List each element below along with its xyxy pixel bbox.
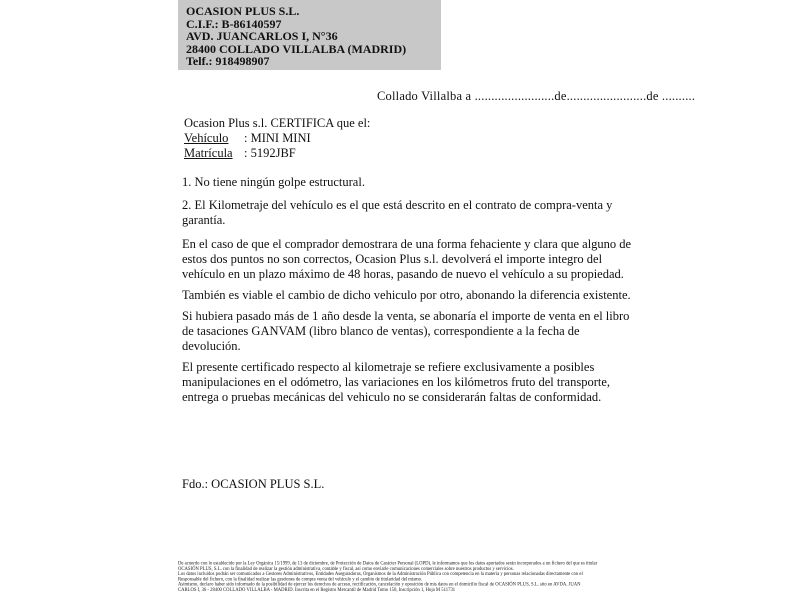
plate-value: : 5192JBF — [244, 146, 296, 160]
point-2: 2. El Kilometraje del vehículo es el que está descrito en el contrato de compra-venta y garantía. — [182, 198, 613, 227]
company-name: OCASION PLUS S.L. — [186, 4, 300, 18]
company-cif: C.I.F.: B-86140597 — [186, 16, 282, 31]
company-phone: Telf.: 918498907 — [186, 54, 270, 69]
legal-line: Responsable del fichero, con la finalidad realizar las gestiones de compra venta del vehículo y el cambio de titularidad del mismo. — [178, 576, 423, 582]
legal-line: CARLOS I, 36 - 28400 COLLADO VILLALBA - MADRID. Inscrita en el Registro Mercantil de Madrid Tomo 150, Inscripción 1, Hoja M 511731 — [178, 587, 456, 593]
paragraph-refund: En el caso de que el comprador demostrara de una forma fehaciente y clara que alguno de estos dos puntos no son correctos, Ocasion Plus s.l. devolverá el importe integro del vehículo en un plazo máximo de 48 horas, pasando de nuevo el vehículo a su propiedad. — [182, 237, 632, 281]
certificate-block — [184, 116, 370, 161]
certificate-intro: Ocasion Plus s.l. CERTIFICA que el: — [184, 116, 371, 130]
legal-line: Los datos incluidos podrán ser comunicados a Gestores Administrativos, Entidades Aseguradoras, Organismos de la Administración Pública con competencia en la materia y personas relacionadas directamente con el — [178, 571, 583, 577]
body-paragraphs — [182, 237, 637, 411]
company-address: AVD. JUANCARLOS I, N°36 — [186, 29, 338, 44]
points-list — [182, 175, 652, 236]
legal-footer — [178, 561, 633, 593]
vehicle-label: Vehículo — [184, 131, 229, 145]
signature-line: Fdo.: OCASION PLUS S.L. — [182, 477, 325, 491]
point-1: 1. No tiene ningún golpe estructural. — [182, 175, 365, 189]
paragraph-exchange: También es viable el cambio de dicho vehiculo por otro, abonando la diferencia existente. — [182, 288, 631, 302]
legal-line: Asimismo, declaro haber sido informado de la posibilidad de ejercer los derechos de acceso, rectificación, cancelación y oposición de mis datos en el domicilio fiscal de OCASIÓN PLUS, S.L. sito en AVDA. JUAN — [178, 582, 581, 587]
company-city: 28400 COLLADO VILLALBA (MADRID) — [186, 41, 407, 56]
company-header-block — [178, 0, 441, 70]
paragraph-ganvam: Si hubiera pasado más de 1 año desde la venta, se abonaría el importe de venta en el libro de tasaciones GANVAM (libro blanco de ventas), correspondiente a la fecha de devolución. — [182, 309, 630, 353]
legal-line: OCASIÓN PLUS, S.L. con la finalidad de realizar la gestión administrativa, contable y fiscal, así como enviarle comunicaciones comerciales sobre nuestros productos y servicios. — [178, 566, 514, 572]
paragraph-odometer: El presente certificado respecto al kilometraje se refiere exclusivamente a posibles manipulaciones en el odómetro, las variaciones en los kilómetros fruto del transporte, entrega o pruebas mecánicas del vehiculo no se considerarán faltas de conformidad. — [182, 360, 611, 404]
vehicle-row — [184, 131, 370, 146]
legal-line: De acuerdo con lo establecido por la Ley Orgánica 15/1999, de 13 de diciembre, de Protección de Datos de Carácter Personal (LOPD), le informamos que los datos aportados serán incorporados a un fichero del que es titular — [178, 561, 598, 566]
vehicle-value: : MINI MINI — [244, 131, 311, 145]
plate-row — [184, 146, 370, 161]
plate-label: Matrícula — [184, 146, 233, 160]
date-line: Collado Villalba a ........................de........................de .......... — [377, 89, 696, 103]
